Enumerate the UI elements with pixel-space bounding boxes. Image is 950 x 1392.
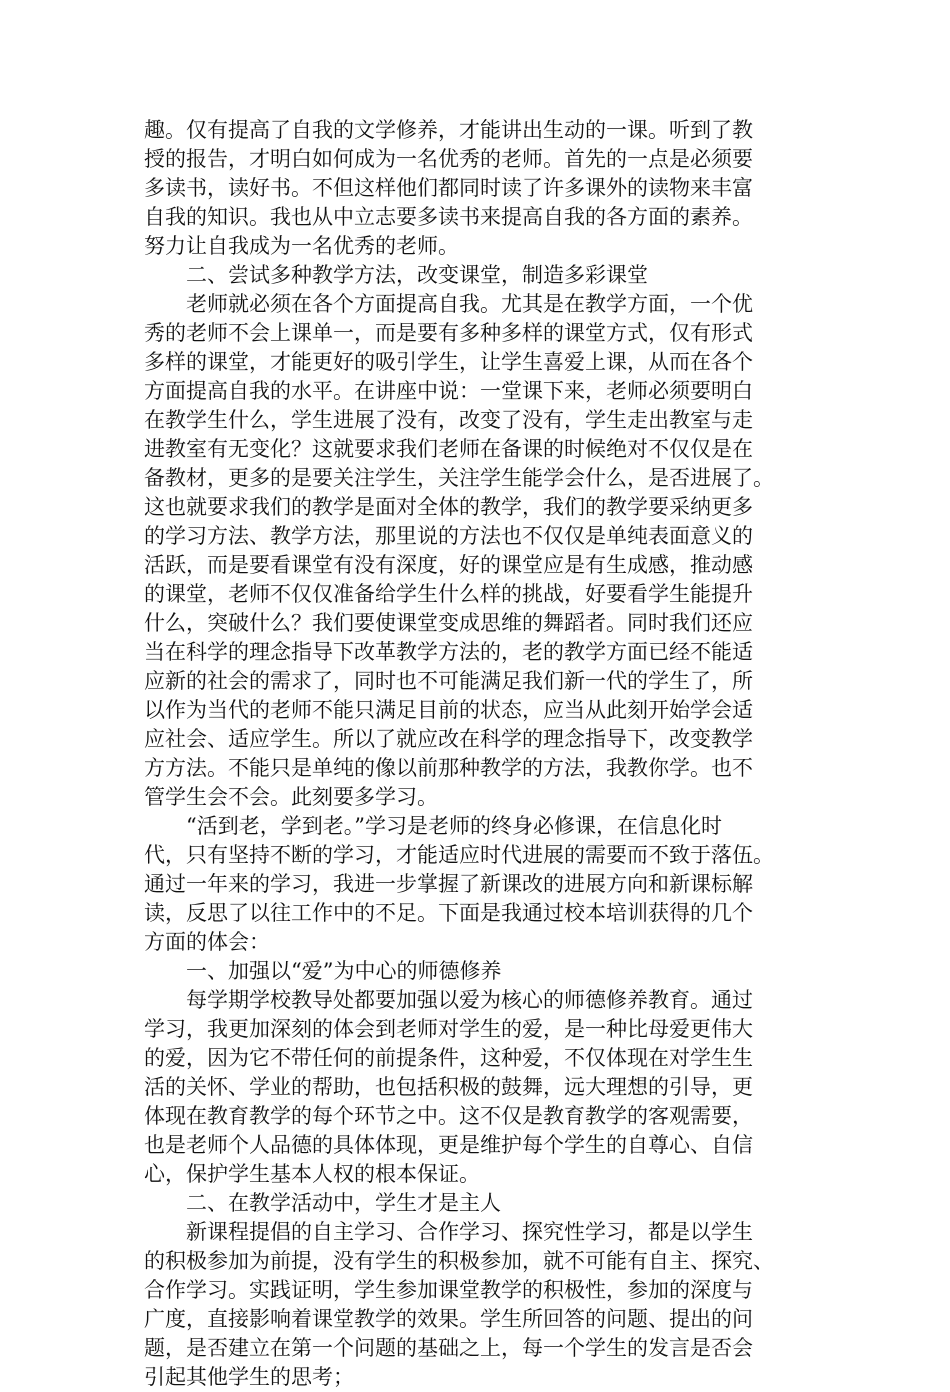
text-line: 的积极参加为前提，没有学生的积极参加，就不可能有自主、探究、: [144, 1249, 774, 1273]
text-line: 方方法。不能只是单纯的像以前那种教学的方法，我教你学。也不: [144, 756, 753, 780]
text-line: 心，保护学生基本人权的根本保证。: [144, 1162, 480, 1186]
text-line: 活跃，而是要看课堂有没有深度，好的课堂应是有生成感，推动感: [144, 553, 753, 577]
text-line: 读，反思了以往工作中的不足。下面是我通过校本培训获得的几个: [144, 901, 753, 925]
text-line: 应新的社会的需求了，同时也不可能满足我们新一代的学生了，所: [144, 669, 753, 693]
document-body: [144, 116, 824, 1392]
text-line: 学习，我更加深刻的体会到老师对学生的爱，是一种比母爱更伟大: [144, 1017, 753, 1041]
text-line: 在教学生什么，学生进展了没有，改变了没有，学生走出教室与走: [144, 408, 753, 432]
text-line: 新课程提倡的自主学习、合作学习、探究性学习，都是以学生: [186, 1220, 753, 1244]
text-line: 努力让自我成为一名优秀的老师。: [144, 234, 459, 258]
text-line: 当在科学的理念指导下改革教学方法的，老的教学方面已经不能适: [144, 640, 753, 664]
text-line: 以作为当代的老师不能只满足目前的状态，应当从此刻开始学会适: [144, 698, 753, 722]
text-line: 代，只有坚持不断的学习，才能适应时代进展的需要而不致于落伍。: [144, 843, 774, 867]
text-line: 授的报告，才明白如何成为一名优秀的老师。首先的一点是必须要: [144, 147, 753, 171]
text-line: 的课堂，老师不仅仅准备给学生什么样的挑战，好要看学生能提升: [144, 582, 753, 606]
text-line: 二、尝试多种教学方法，改变课堂，制造多彩课堂: [186, 263, 648, 287]
text-line: 也是老师个人品德的具体体现，更是维护每个学生的自尊心、自信: [144, 1133, 753, 1157]
text-line: 通过一年来的学习，我进一步掌握了新课改的进展方向和新课标解: [144, 872, 753, 896]
text-line: 备教材，更多的是要关注学生，关注学生能学会什么，是否进展了。: [144, 466, 774, 490]
text-line: 体现在教育教学的每个环节之中。这不仅是教育教学的客观需要，: [144, 1104, 753, 1128]
text-line: 一、加强以“爱”为中心的师德修养: [186, 959, 502, 983]
text-line: 广度，直接影响着课堂教学的效果。学生所回答的问题、提出的问: [144, 1307, 753, 1331]
text-line: 合作学习。实践证明，学生参加课堂教学的积极性，参加的深度与: [144, 1278, 753, 1302]
text-line: “活到老，学到老。”学习是老师的终身必修课，在信息化时: [186, 814, 722, 838]
text-line: 进教室有无变化？这就要求我们老师在备课的时候绝对不仅仅是在: [144, 437, 753, 461]
text-line: 趣。仅有提高了自我的文学修养，才能讲出生动的一课。听到了教: [144, 118, 753, 142]
text-line: 管学生会不会。此刻要多学习。: [144, 785, 438, 809]
text-line: 的学习方法、教学方法，那里说的方法也不仅仅是单纯表面意义的: [144, 524, 753, 548]
text-line: 秀的老师不会上课单一，而是要有多种多样的课堂方式，仅有形式: [144, 321, 753, 345]
text-line: 题，是否建立在第一个问题的基础之上，每一个学生的发言是否会: [144, 1336, 753, 1360]
text-line: 这也就要求我们的教学是面对全体的教学，我们的教学要采纳更多: [144, 495, 753, 519]
text-line: 活的关怀、学业的帮助，也包括积极的鼓舞，远大理想的引导，更: [144, 1075, 753, 1099]
text-line: 二、在教学活动中，学生才是主人: [186, 1191, 501, 1215]
text-line: 引起其他学生的思考；: [144, 1365, 354, 1389]
text-line: 方面的体会：: [144, 930, 270, 954]
text-line: 每学期学校教导处都要加强以爱为核心的师德修养教育。通过: [186, 988, 753, 1012]
text-line: 多读书，读好书。不但这样他们都同时读了许多课外的读物来丰富: [144, 176, 753, 200]
text-line: 的爱，因为它不带任何的前提条件，这种爱，不仅体现在对学生生: [144, 1046, 753, 1070]
text-line: 多样的课堂，才能更好的吸引学生，让学生喜爱上课，从而在各个: [144, 350, 753, 374]
text-line: 什么，突破什么？我们要使课堂变成思维的舞蹈者。同时我们还应: [144, 611, 753, 635]
text-line: 应社会、适应学生。所以了就应改在科学的理念指导下，改变教学: [144, 727, 753, 751]
text-line: 自我的知识。我也从中立志要多读书来提高自我的各方面的素养。: [144, 205, 753, 229]
text-line: 方面提高自我的水平。在讲座中说：一堂课下来，老师必须要明白: [144, 379, 753, 403]
text-line: 老师就必须在各个方面提高自我。尤其是在教学方面，一个优: [186, 292, 753, 316]
